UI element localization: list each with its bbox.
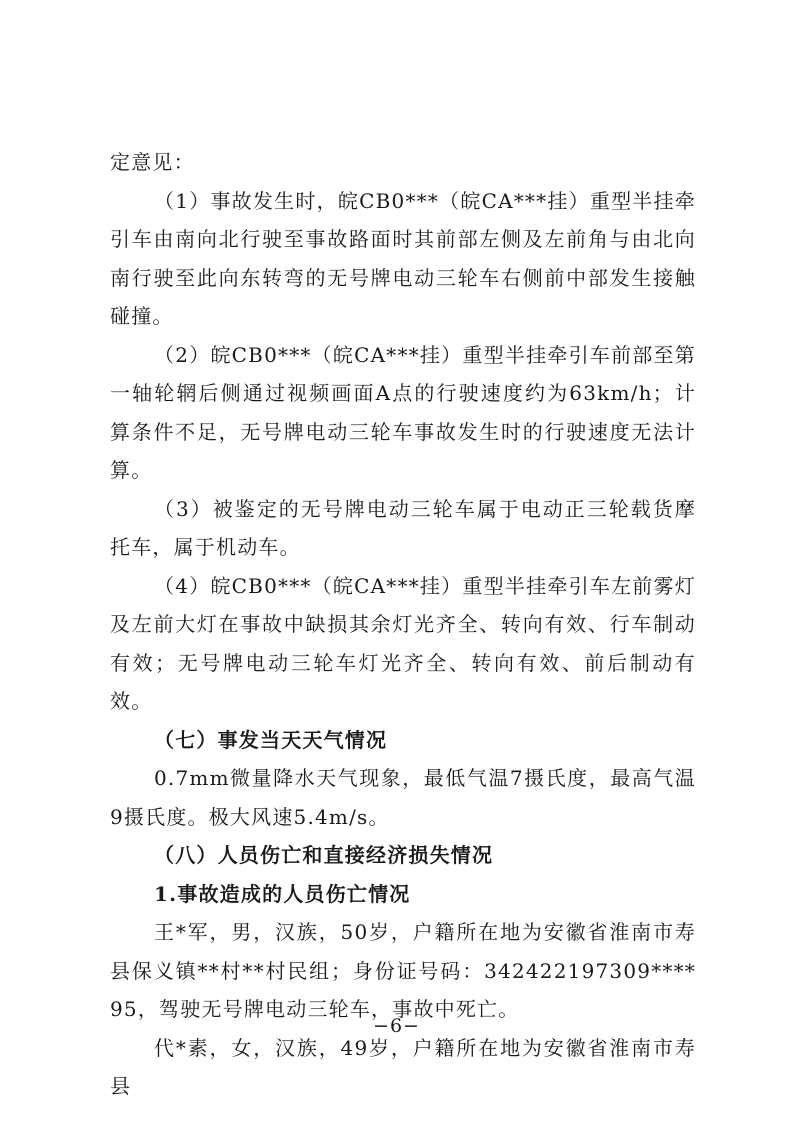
paragraph-finding-4: （4）皖CB0***（皖CA***挂）重型半挂牵引车左前雾灯及左前大灯在事故中缺损其余灯光齐全、转向有效、行车制动有效；无号牌电动三轮车灯光齐全、转向有效、前后制动有效。: [110, 573, 696, 713]
page-number: −6−: [373, 1015, 420, 1037]
paragraph-opinion-tail: 定意见：: [110, 150, 195, 174]
paragraph-weather: 0.7mm微量降水天气现象，最低气温7摄氏度，最高气温9摄氏度。极大风速5.4m/s。: [110, 766, 696, 829]
paragraph-finding-1: （1）事故发生时，皖CB0***（皖CA***挂）重型半挂牵引车由南向北行驶至事故路面时其前部左侧及左前角与由北向南行驶至此向东转弯的无号牌电动三轮车右侧前中部发生接触碰撞。: [110, 188, 696, 328]
paragraph-victim-1: 王*军，男，汉族，50岁，户籍所在地为安徽省淮南市寿县保义镇**村**村民组；身份证号码：342422197309****95，驾驶无号牌电动三轮车，事故中死亡。: [110, 920, 696, 1021]
section-heading-weather: （七）事发当天天气情况: [154, 727, 388, 752]
paragraph-victim-2: 代*素，女，汉族，49岁，户籍所在地为安徽省淮南市寿县: [110, 1035, 696, 1098]
paragraph-finding-3: （3）被鉴定的无号牌电动三轮车属于电动正三轮载货摩托车，属于机动车。: [110, 496, 696, 559]
paragraph-finding-2: （2）皖CB0***（皖CA***挂）重型半挂牵引车前部至第一轴轮辋后侧通过视频画面A点的行驶速度约为63km/h；计算条件不足，无号牌电动三轮车事故发生时的行驶速度无法计算。: [110, 342, 696, 482]
subheading-casualties: 1.事故造成的人员伤亡情况: [154, 881, 411, 906]
section-heading-casualties: （八）人员伤亡和直接经济损失情况: [154, 843, 494, 867]
document-body: [110, 143, 696, 1106]
